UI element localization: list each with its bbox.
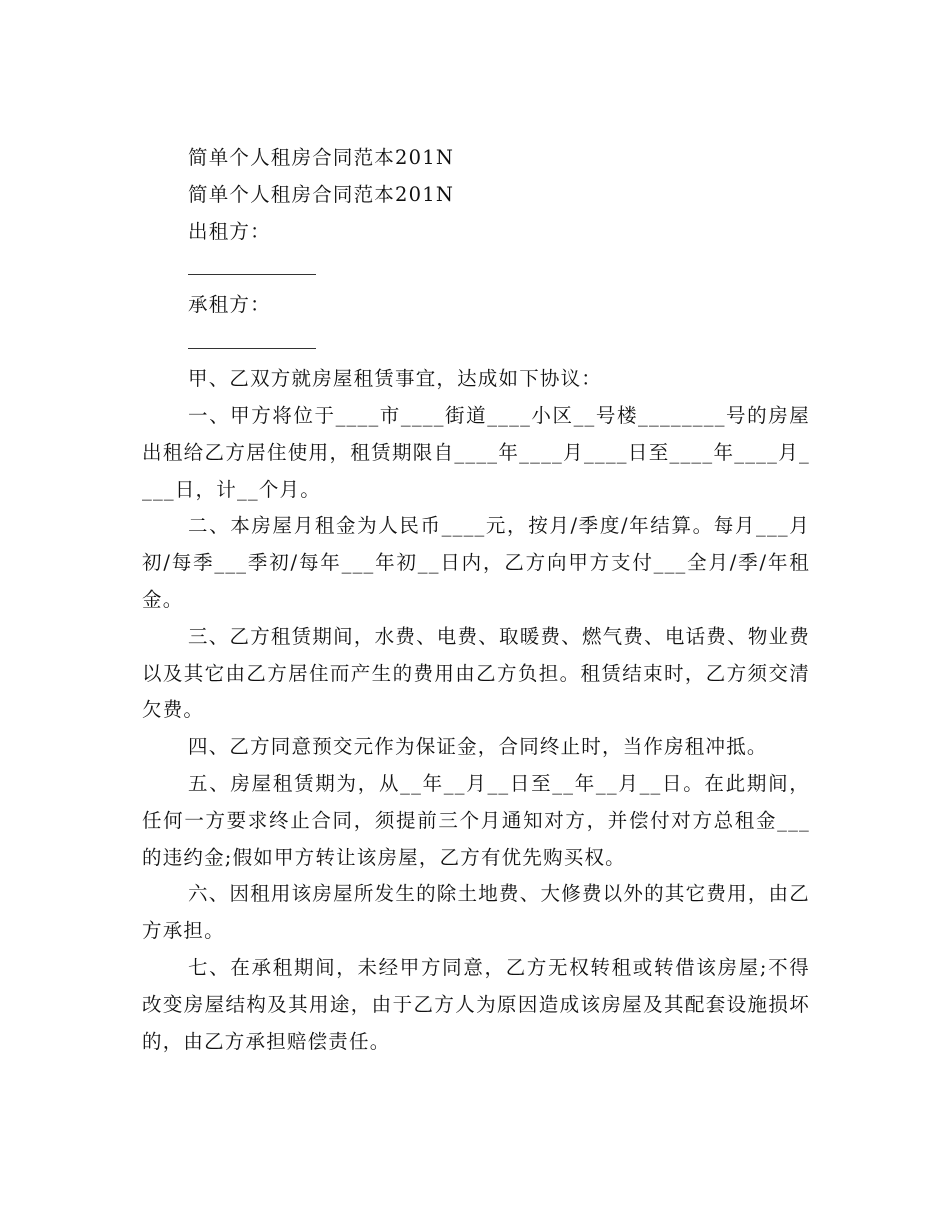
document-subtitle: 简单个人租房合同范本201N — [188, 182, 455, 206]
clause-1: 一、甲方将位于____市____街道____小区__号楼________号的房屋出租给乙方居住使用，租赁期限自____年____月____日至____年____月____日，计__个月。 — [142, 403, 810, 501]
clause-4: 四、乙方同意预交元作为保证金，合同终止时，当作房租冲抵。 — [188, 735, 768, 759]
clause-2: 二、本房屋月租金为人民币____元，按月/季度/年结算。每月___月初/每季___季初/每年___年初__日内，乙方向甲方支付___全月/季/年租金。 — [142, 514, 810, 611]
clause-6: 六、因租用该房屋所发生的除土地费、大修费以外的其它费用，由乙方承担。 — [142, 882, 810, 943]
lessee-label: 承租方： — [188, 293, 271, 317]
lessee-signature-blank — [188, 324, 316, 361]
document-title: 简单个人租房合同范本201N — [188, 146, 455, 169]
contract-body — [142, 140, 810, 1060]
clause-5: 五、房屋租赁期为，从__年__月__日至__年__月__日。在此期间，任何一方要求终止合同，须提前三个月通知对方，并偿付对方总租金___的违约金;假如甲方转让该房屋，乙方有优先购买权。 — [142, 771, 810, 869]
lessor-signature-blank — [188, 250, 316, 287]
lessor-label: 出租方： — [188, 219, 271, 243]
clause-7: 七、在承租期间，未经甲方同意，乙方无权转租或转借该房屋;不得改变房屋结构及其用途，由于乙方人为原因造成该房屋及其配套设施损坏的，由乙方承担赔偿责任。 — [142, 955, 810, 1053]
agreement-intro: 甲、乙双方就房屋租赁事宜，达成如下协议： — [188, 367, 603, 391]
clause-3: 三、乙方租赁期间，水费、电费、取暖费、燃气费、电话费、物业费以及其它由乙方居住而产生的费用由乙方负担。租赁结束时，乙方须交清欠费。 — [142, 624, 810, 722]
